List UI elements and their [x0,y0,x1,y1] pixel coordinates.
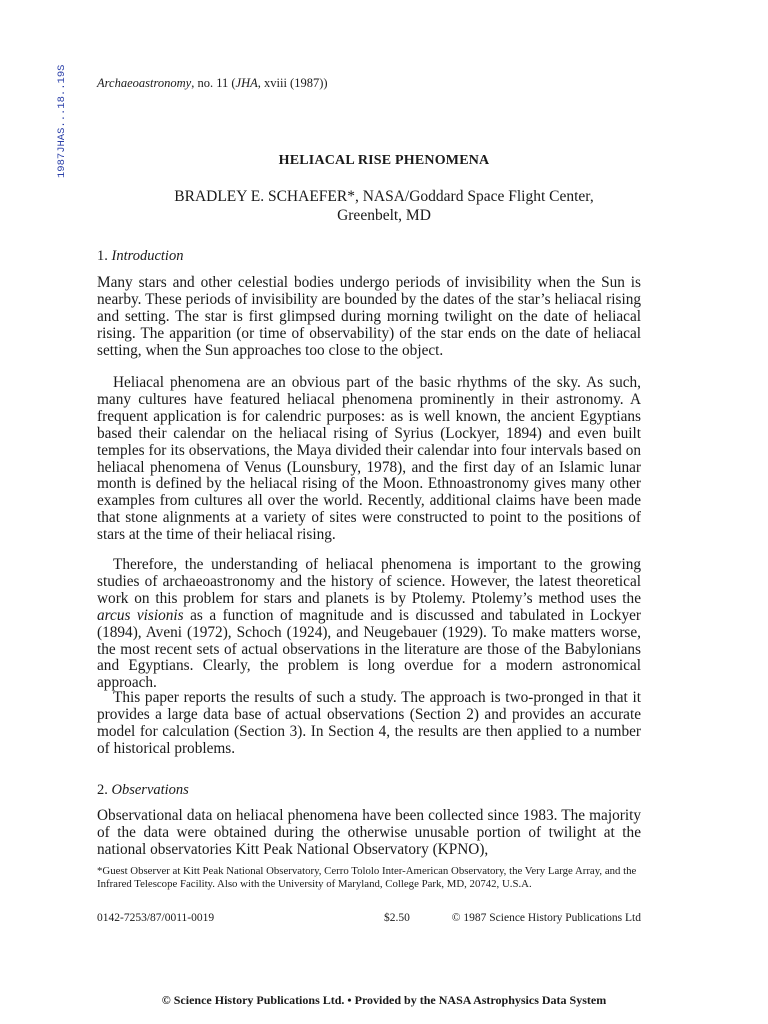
intro-paragraph-3-italic: arcus visionis [97,606,184,624]
intro-paragraph-2-text: Heliacal phenomena are an obvious part of the basic rhythms of the sky. As such, many cultures have featured heliacal phenomena prominently in their astronomy. A frequent application is for calendric purposes: as is well known, the ancient Egyptians based their calendar on the heliacal rising of Syrius (Lockyer, 1894) and even built temples for its observations, the Maya divided their calendar into four intervals based on heliacal phenomena of Venus (Lounsbury, 1978), and the first day of an Islamic lunar month is defined by the heliacal rising of the Moon. Ethnoastronomy gives many other examples from cultures all over the world. Recently, additional claims have been made that stone alignments at a variety of sites were constructed to point to the positions of stars at the time of their heliacal rising. [97,374,641,544]
author-footnote: *Guest Observer at Kitt Peak National Observatory, Cerro Tololo Inter-American Observatory, the Very Large Array, and the Infrared Telescope Facility. Also with the University of Maryland, College Park, MD, 20742, U.S.A. [97,865,637,890]
bibcode-margin-stamp: 1987JHAS...18..19S [56,64,68,178]
author-affiliation [0,187,768,225]
intro-paragraph-4-text: This paper reports the results of such a study. The approach is two-pronged in that it provides a large data base of actual observations (Section 2) and provides an accurate model for calculation (Section 3). In Section 4, the results are then applied to a number of historical problems. [97,689,641,757]
intro-paragraph-3 [97,557,641,692]
publication-copyright: © 1987 Science History Publications Ltd [451,912,641,924]
intro-paragraph-4 [97,690,641,758]
ads-footer-line: © Science History Publications Ltd. • Provided by the NASA Astrophysics Data System [161,993,607,1007]
section-2-heading [97,782,189,799]
section-1-number: 1. [97,248,112,264]
paper-title: HELIACAL RISE PHENOMENA [278,153,490,168]
journal-abbrev: JHA [235,76,258,90]
publication-code: 0142-7253/87/0011-0019 [97,912,215,924]
journal-name: Archaeoastronomy [97,76,192,90]
intro-paragraph-3-text-b: as a function of magnitude and is discussed and tabulated in Lockyer (1894), Aveni (1972), Schoch (1924), and Neugebauer (1929). To make matters worse, the most recent sets of actual observations in the literature are those of the Babylonians and Egyptians. Clearly, the problem is long overdue for a modern astronomical approach. [97,606,641,692]
publication-price: $2.50 [384,912,410,924]
publication-info-row [97,912,641,924]
section-2-number: 2. [97,782,112,798]
observations-paragraph-1: Observational data on heliacal phenomena have been collected since 1983. The majority of the data were obtained during the otherwise unusable portion of twilight at the national observatories Kitt Peak National Observatory (KPNO), [97,807,641,858]
section-2-title: Observations [111,782,189,798]
journal-volume: , xviii (1987)) [257,76,328,90]
author-line-2: Greenbelt, MD [337,207,431,224]
section-1-heading [97,248,183,265]
intro-paragraph-2 [97,375,641,544]
section-1-title: Introduction [111,248,184,264]
journal-issue: , no. 11 ( [191,76,236,90]
intro-paragraph-3-text-a: Therefore, the understanding of heliacal phenomena is important to the growing studies of archaeoastronomy and the history of science. However, the latest theoretical work on this problem for stars and planets is by Ptolemy. Ptolemy’s method uses the [97,556,641,607]
intro-paragraph-1: Many stars and other celestial bodies undergo periods of invisibility when the Sun is nearby. These periods of invisibility are bounded by the dates of the star’s heliacal rising and setting. The star is first glimpsed during morning twilight on the date of heliacal rising. The apparition (or time of observability) of the star ends on the date of heliacal setting, when the Sun approaches too close to the object. [97,274,641,359]
journal-header [97,76,328,91]
author-line-1: BRADLEY E. SCHAEFER*, NASA/Goddard Space Flight Center, [174,188,594,205]
